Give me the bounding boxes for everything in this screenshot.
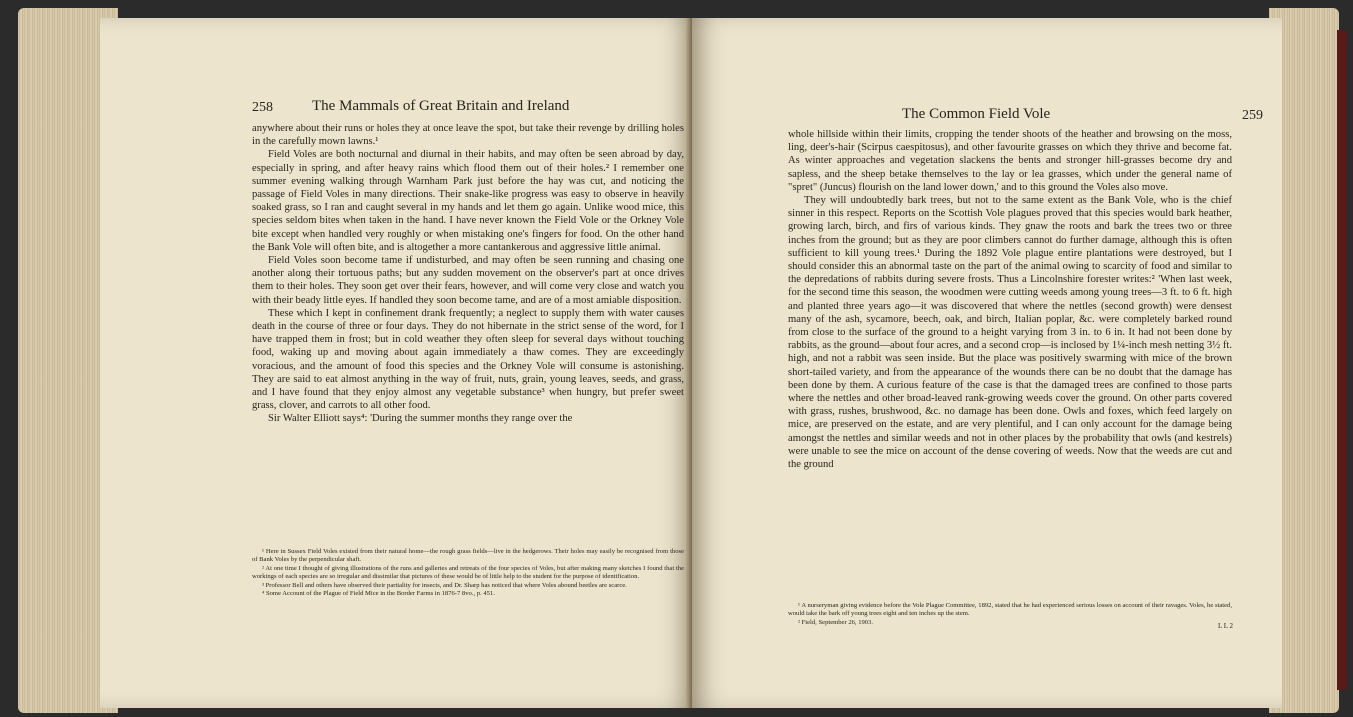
- footnote: ² At one time I thought of giving illustrations of the runs and galleries and retreats of the four species of Voles, but after making many sketches I found that the workings of each species are so irregular and dissimilar that pictures of these would be of little help to the student for the purpose of identification.: [252, 564, 684, 581]
- right-footnotes: [788, 602, 1232, 627]
- left-paragraph: Field Voles soon become tame if undisturbed, and may often be seen running and chasing one another along their tortuous paths; but any sudden movement on the observer's part at once drives them to their holes. They soon get over their fears, however, and will come very close and watch you with their beady little eyes. If handled they soon become tame, and are of a most amiable disposition.: [252, 255, 684, 306]
- footnote: ¹ A nurseryman giving evidence before the Vole Plague Committee, 1892, stated that he had experienced serious losses on account of their ravages. Voles, he stated, would take the bark off young trees eight and ten inches up the stem.: [788, 602, 1232, 618]
- right-paragraph: They will undoubtedly bark trees, but not to the same extent as the Bank Vole, who is the chief sinner in this respect. Reports on the Scottish Vole plagues proved that this species would bark heather, growing larch, birch, and firs of various kinds. They gnaw the roots and bark the trees two or three inches from the ground; but as they are poor climbers cannot do further damage, although this is often sufficient to kill young trees.¹ During the 1892 Vole plague entire plantations were destroyed, but I should consider this an abnormal taste on the part of the animal owing to scarcity of food and similar to the depredations of rabbits during severe frosts. Thus a Lincolnshire forester writes:² 'When last week, for the second time this season, the woodmen were cutting weeds among young trees—3 ft. to 6 ft. high and planted three years ago—it was discovered that where the nettles (second growth) were densest many of the ash, sycamore, beech, oak, and birch, Italian poplar, &c. were completely barked round from close to the surface of the ground to a height varying from 3 in. to 6 in. It had not been done by rabbits, as the ground—about four acres, and a second crop—is inclosed by 1¼-inch mesh netting 3½ ft. high, and not a rabbit was seen inside. But the place was positively swarming with mice of the brown short-tailed variety, and from the appearance of the wounds there can be no doubt that the damage has been done by them. A curious feature of the case is that the damaged trees are confined to those parts where the nettles and other broad-leaved rank-growing weeds cover the ground. On other parts covered with grass, rushes, brushwood, &c. no damage has been done. Owls and foxes, which feed largely on mice, are preserved on the estate, and are very plentiful, and I can only account for the damage being amongst the nettles and similar weeds and not in other places by the probability that owls (and kestrels) were unable to see the mice on account of the dense covering of weeds. Now that the weeds are cut and the ground: [788, 195, 1232, 471]
- left-paragraph: These which I kept in confinement drank frequently; a neglect to supply them with water causes death in the course of three or four days. They do not hibernate in the strict sense of the word, for I have trapped them in frost; but in cold weather they often sleep for several days without touching food, waking up and moving about again immediately a thaw comes. They are exceedingly voracious, and the amount of food this species and the Orkney Vole will consume is astonishing. They are said to eat almost anything in the way of fruit, nuts, grain, young leaves, seeds, and grass, and I have found that they enjoy almost any vegetable substance³ when hungry, but prefer sweet grass, clover, and carrots to all other food.: [252, 307, 684, 412]
- right-page-number: 259: [1242, 108, 1263, 123]
- right-paragraph: whole hillside within their limits, cropping the tender shoots of the heather and browsing on the moss, ling, deer's-hair (Scirpus caespitosus), and other favourite grasses on which they thrive and become fat. As winter approaches and vegetation slackens the bents and stronger hill-grasses become dry and sapless, and the sheep betake themselves to the lay or lea grasses, which under the general name of "spret" (Juncus) flourish on the land lower down,' and to this ground the Voles also move.: [788, 129, 1232, 193]
- left-body-text: [252, 122, 684, 426]
- left-footnotes: [252, 548, 684, 598]
- left-paragraph: Sir Walter Elliott says⁴: 'During the summer months they range over the: [268, 413, 573, 425]
- left-page: [100, 18, 692, 708]
- left-page-number: 258: [252, 100, 273, 115]
- right-running-head: The Common Field Vole: [902, 106, 1051, 122]
- left-paragraph: anywhere about their runs or holes they at once leave the spot, but take their revenge by drilling holes in the carefully mown lawns.¹: [252, 123, 684, 148]
- right-body-text: [788, 128, 1232, 471]
- left-paragraph: Field Voles are both nocturnal and diurnal in their habits, and may often be seen abroad by day, especially in spring, and after heavy rains which flood them out of their holes.² I remember one summer evening walking through Warnham Park just before the hay was cut, and noticing the passage of Field Voles in many directions. Their snake-like progress was easy to observe in heavily soaked grass, so I ran and caught several in my hands and let them go again. Unlike wood mice, this species seldom bites when taken in the hand. I have never known the Field Vole or the Orkney Vole bite except when handled very roughly or when mistaking one's fingers for food. On the other hand the Bank Vole will often bite, and is altogether a more cantankerous and aggressive little animal.: [252, 149, 684, 253]
- left-running-head: The Mammals of Great Britain and Ireland: [312, 98, 570, 114]
- footnote: ⁴ Some Account of the Plague of Field Mice in the Border Farms in 1876-7 8vo., p. 451.: [262, 590, 495, 598]
- signature-mark: L L 2: [1218, 622, 1234, 630]
- footnote: ³ Professor Bell and others have observed their partiality for insects, and Dr. Sharp has noticed that where Voles abound beetles are scarce.: [262, 581, 627, 589]
- right-page: [692, 18, 1282, 708]
- footnote: ¹ Here in Sussex Field Voles existed from their natural home—the rough grass fields—live in the hedgerows. Their holes may easily be recognised from those of Bank Voles by the perpendicular shaft.: [252, 548, 684, 564]
- book-cover-edge: [1337, 30, 1347, 690]
- footnote: ² Field, September 26, 1903.: [798, 618, 874, 626]
